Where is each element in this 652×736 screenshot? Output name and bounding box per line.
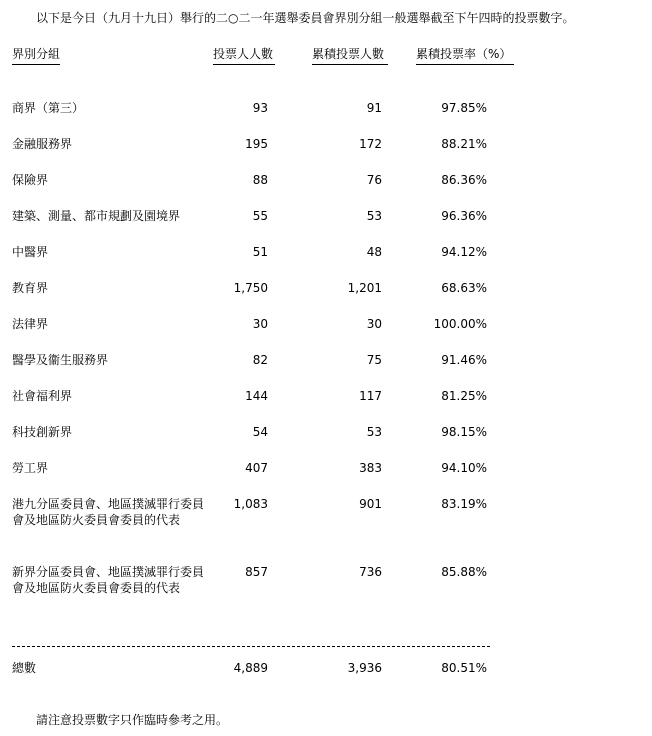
- row-name: 法律界: [12, 317, 49, 331]
- header-votes: 投票人人數: [213, 47, 274, 61]
- table-row: [12, 388, 532, 424]
- row-name: 金融服務界: [12, 137, 73, 151]
- row-votes: 857: [245, 565, 268, 579]
- row-name: 科技創新界: [12, 425, 73, 439]
- row-votes: 82: [252, 353, 268, 367]
- row-rate: 94.12%: [441, 245, 487, 259]
- row-cumulative: 901: [359, 497, 382, 511]
- row-votes: 51: [252, 245, 268, 259]
- row-name: 教育界: [12, 281, 49, 295]
- header-cumulative: 累積投票人數: [312, 47, 385, 61]
- row-name: 商界（第三）: [12, 101, 85, 115]
- row-votes: 93: [252, 101, 268, 115]
- row-cumulative: 172: [359, 137, 382, 151]
- row-cumulative: 736: [359, 565, 382, 579]
- table-row: [12, 172, 532, 208]
- row-votes: 1,083: [233, 497, 268, 511]
- total-votes: 4,889: [233, 661, 268, 675]
- table-row: [12, 316, 532, 352]
- row-votes: 30: [252, 317, 268, 331]
- row-name: 保險界: [12, 173, 49, 187]
- row-rate: 97.85%: [441, 101, 487, 115]
- row-votes: 54: [252, 425, 268, 439]
- table-row: [12, 136, 532, 172]
- row-cumulative: 48: [366, 245, 382, 259]
- total-rate: 80.51%: [441, 661, 487, 675]
- table-row: [12, 424, 532, 460]
- row-cumulative: 53: [366, 209, 382, 223]
- row-rate: 94.10%: [441, 461, 487, 475]
- row-rate: 96.36%: [441, 209, 487, 223]
- row-cumulative: 383: [359, 461, 382, 475]
- row-rate: 85.88%: [441, 565, 487, 579]
- row-cumulative: 53: [366, 425, 382, 439]
- row-votes: 195: [245, 137, 268, 151]
- table-body: [12, 100, 532, 642]
- row-name: 醫學及衞生服務界: [12, 353, 109, 367]
- table-row: [12, 244, 532, 280]
- row-cumulative: 117: [359, 389, 382, 403]
- row-name: 中醫界: [12, 245, 49, 259]
- row-rate: 98.15%: [441, 425, 487, 439]
- row-votes: 88: [252, 173, 268, 187]
- row-cumulative: 76: [366, 173, 382, 187]
- table-row: [12, 100, 532, 136]
- intro-text: 以下是今日（九月十九日）舉行的二○二一年選舉委員會界別分組一般選舉截至下午四時的投票數字。: [36, 11, 575, 25]
- row-cumulative: 91: [366, 101, 382, 115]
- row-rate: 88.21%: [441, 137, 487, 151]
- row-rate: 86.36%: [441, 173, 487, 187]
- row-rate: 68.63%: [441, 281, 487, 295]
- row-name: 港九分區委員會、地區撲滅罪行委員會及地區防火委員會委員的代表: [12, 497, 205, 527]
- table-row: [12, 352, 532, 388]
- table-row: [12, 280, 532, 316]
- row-votes: 144: [245, 389, 268, 403]
- header-underline-cumulative: [312, 64, 388, 65]
- row-cumulative: 1,201: [347, 281, 382, 295]
- header-underline-rate: [416, 64, 514, 65]
- table-row: [12, 564, 532, 642]
- row-name: 社會福利界: [12, 389, 73, 403]
- table-row: [12, 208, 532, 244]
- total-label: 總數: [12, 661, 37, 675]
- row-cumulative: 75: [366, 353, 382, 367]
- table-header: [12, 46, 532, 78]
- header-underline-name: [12, 64, 60, 65]
- row-votes: 55: [252, 209, 268, 223]
- row-name: 勞工界: [12, 461, 49, 475]
- header-rate: 累積投票率（%）: [416, 47, 512, 61]
- row-rate: 83.19%: [441, 497, 487, 511]
- row-rate: 81.25%: [441, 389, 487, 403]
- row-name: 新界分區委員會、地區撲滅罪行委員會及地區防火委員會委員的代表: [12, 565, 205, 595]
- header-name: 界別分組: [12, 47, 61, 61]
- table-row: [12, 496, 532, 564]
- row-votes: 407: [245, 461, 268, 475]
- row-cumulative: 30: [366, 317, 382, 331]
- row-rate: 100.00%: [433, 317, 487, 331]
- footnote: 請注意投票數字只作臨時參考之用。: [36, 713, 229, 727]
- total-row: [12, 660, 532, 680]
- header-underline-votes: [213, 64, 275, 65]
- row-rate: 91.46%: [441, 353, 487, 367]
- row-name: 建築、測量、都市規劃及園境界: [12, 209, 181, 223]
- total-cumulative: 3,936: [347, 661, 382, 675]
- table-row: [12, 460, 532, 496]
- row-votes: 1,750: [233, 281, 268, 295]
- total-divider: [12, 646, 490, 647]
